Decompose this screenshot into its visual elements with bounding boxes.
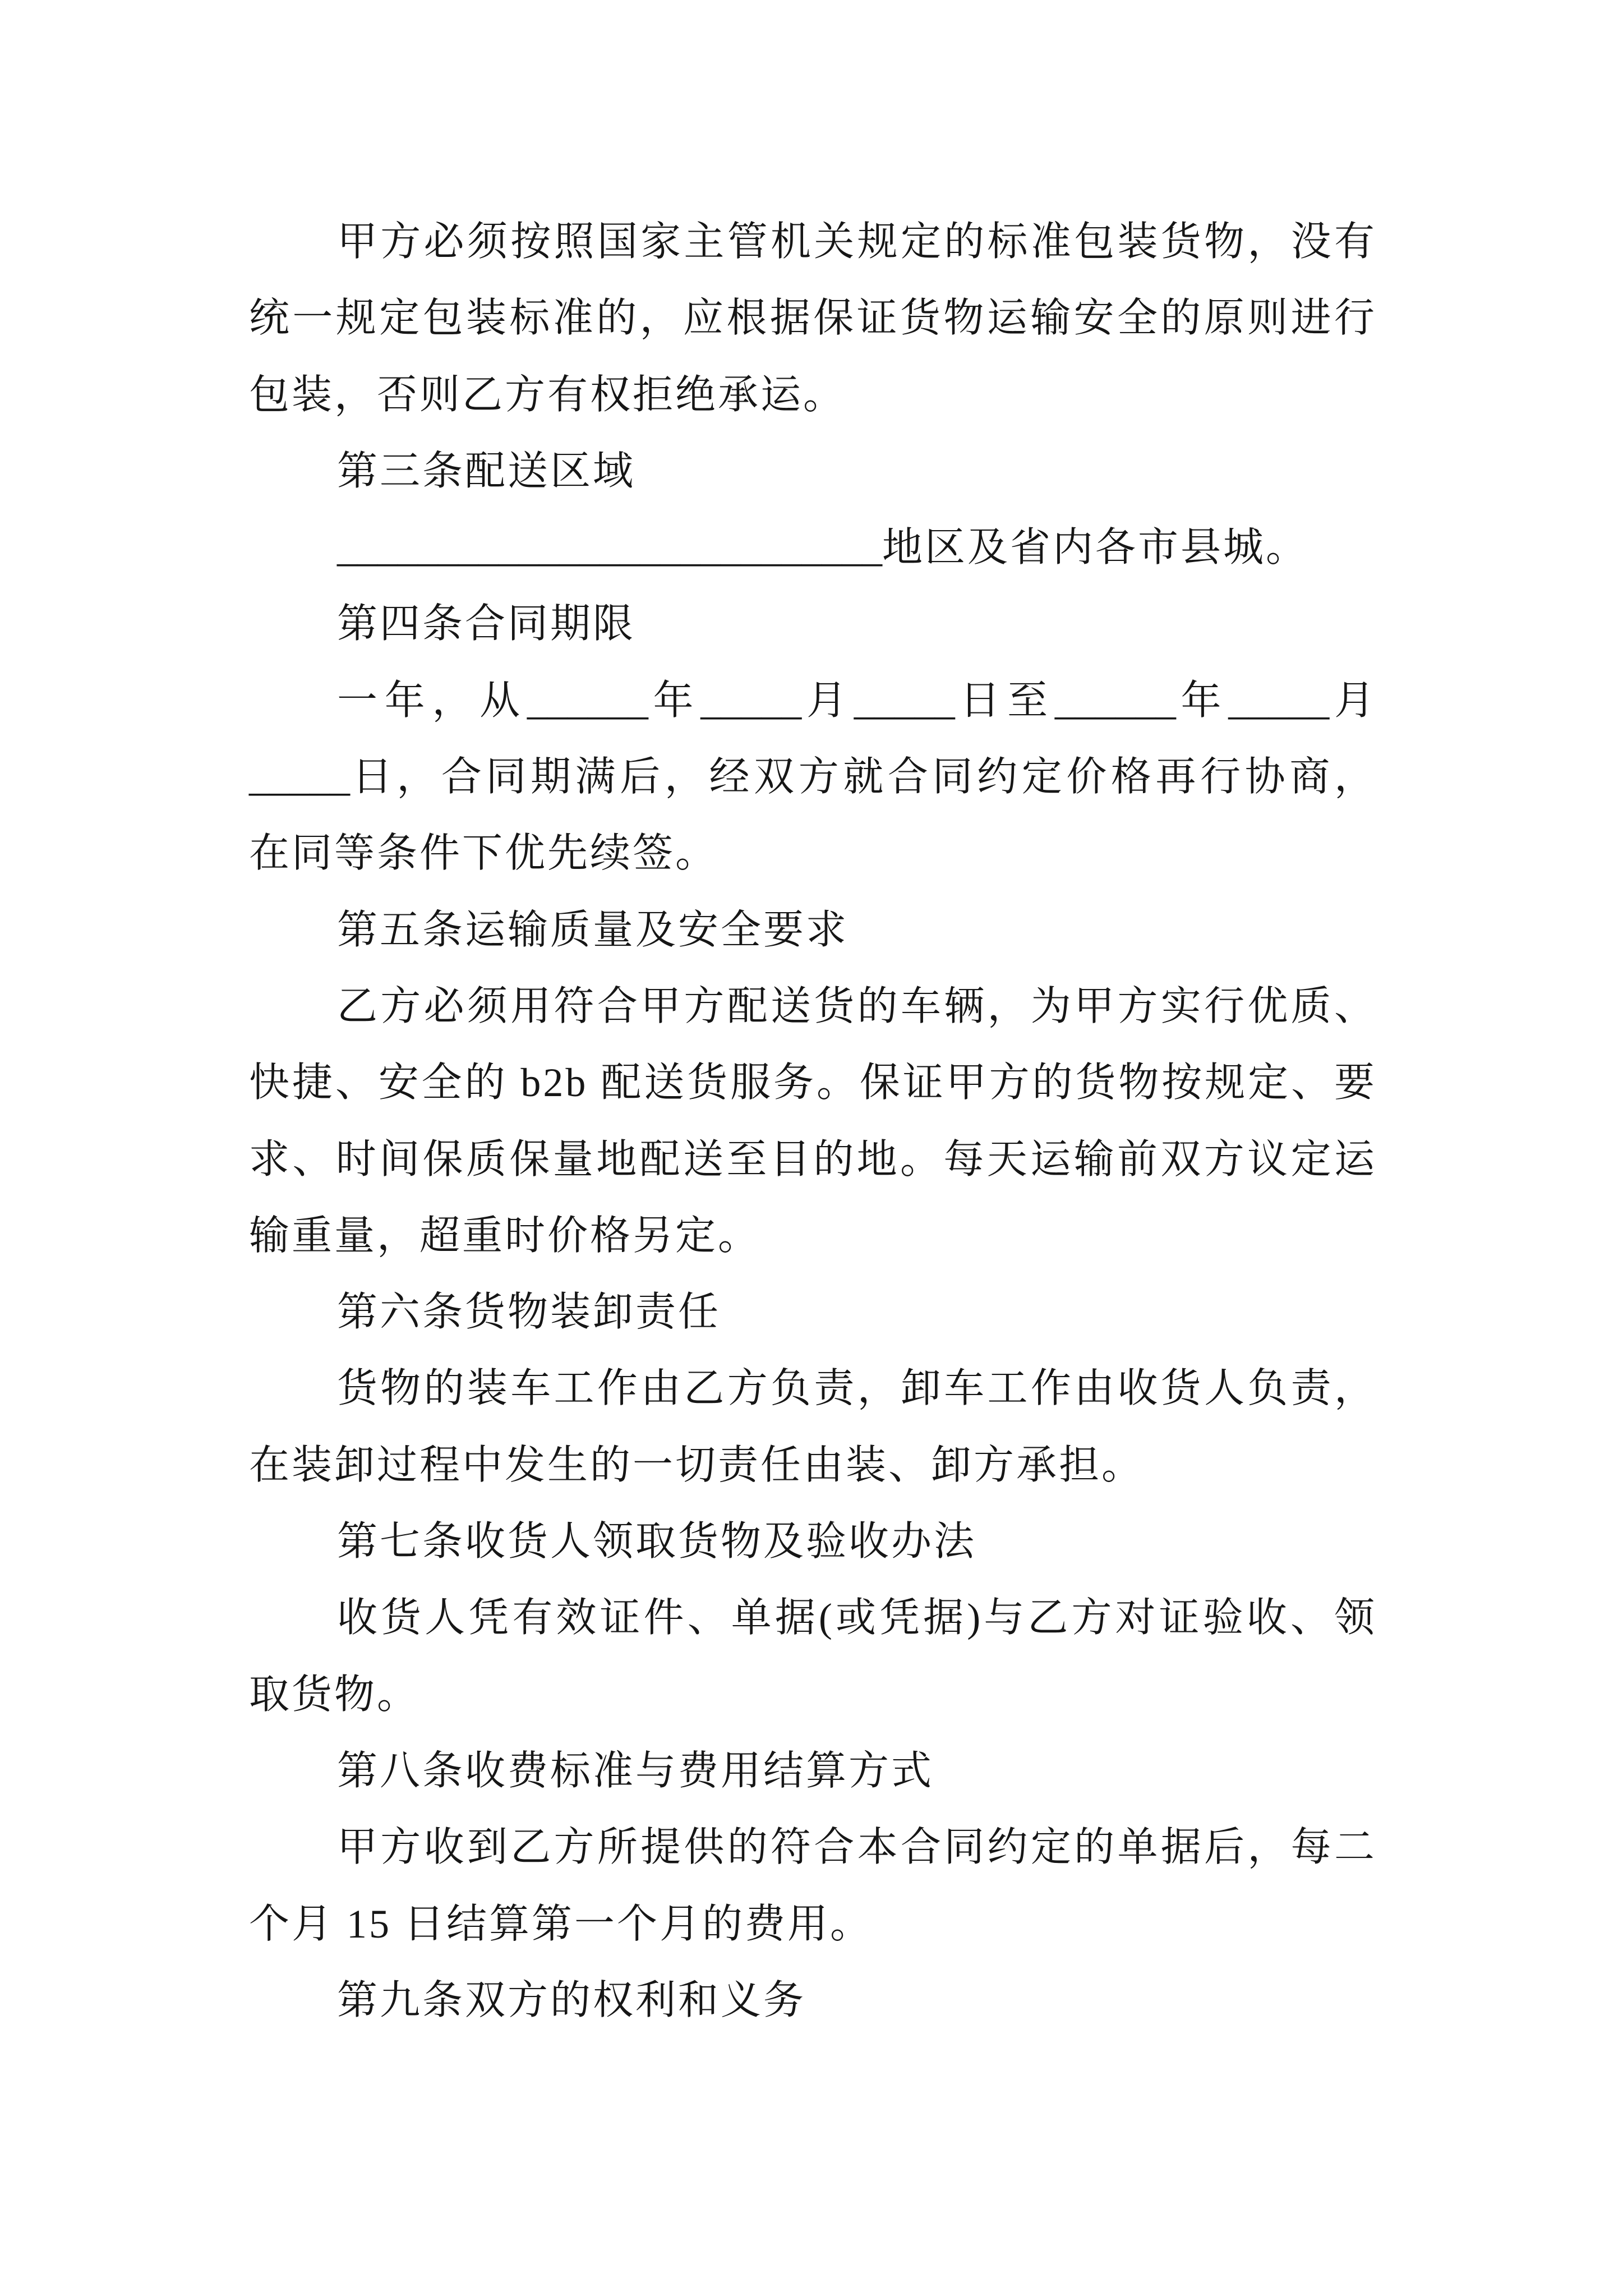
paragraph-line: 甲方必须按照国家主管机关规定的标准包装货物，没有 <box>337 219 1377 264</box>
section-heading: 第八条收费标准与费用结算方式 <box>337 1748 934 1793</box>
section-loading-responsibility <box>249 1274 1377 1503</box>
section-fee-settlement <box>249 1733 1377 1962</box>
contract-text <box>249 204 1377 2039</box>
paragraph-line: 取货物。 <box>249 1672 420 1717</box>
section-rights-obligations <box>249 1962 1377 2039</box>
paragraph-line: 在同等条件下优先续签。 <box>249 831 718 876</box>
paragraph-line: 输重量，超重时价格另定。 <box>249 1213 761 1258</box>
section-heading: 第五条运输质量及安全要求 <box>337 907 849 953</box>
section-heading: 第四条合同期限 <box>337 601 636 647</box>
blank-field: _____ <box>854 678 955 723</box>
paragraph-line: 一年，从______年_____月_____日至______年_____月 <box>337 678 1377 723</box>
section-heading: 第九条双方的权利和义务 <box>337 1977 806 2023</box>
blank-field: ______ <box>527 678 648 723</box>
paragraph-line: 收货人凭有效证件、单据(或凭据)与乙方对证验收、领 <box>337 1595 1377 1641</box>
paragraph-line: 统一规定包装标准的，应根据保证货物运输安全的原则进行 <box>249 296 1377 341</box>
intro-paragraph <box>249 204 1377 433</box>
section-heading: 第三条配送区域 <box>337 448 636 494</box>
blank-field: _____ <box>700 678 802 723</box>
section-heading: 第七条收货人领取货物及验收办法 <box>337 1519 977 1565</box>
blank-field: ______ <box>1054 678 1176 723</box>
paragraph-line: _____日，合同期满后，经双方就合同约定价格再行协商， <box>249 754 1377 800</box>
section-contract-term <box>249 586 1377 891</box>
paragraph-line: 货物的装车工作由乙方负责，卸车工作由收货人负责， <box>337 1366 1377 1411</box>
section-transport-quality <box>249 892 1377 1274</box>
blank-field: _____ <box>249 754 350 800</box>
blank-field: ___________________________ <box>337 525 882 570</box>
blank-field: _____ <box>1228 678 1330 723</box>
paragraph-line: 乙方必须用符合甲方配送货的车辆，为甲方实行优质、 <box>337 983 1377 1029</box>
section-goods-receipt <box>249 1503 1377 1733</box>
paragraph-line: ___________________________地区及省内各市县城。 <box>337 525 1309 570</box>
paragraph-line: 个月 15 日结算第一个月的费用。 <box>249 1901 873 1947</box>
paragraph-line: 快捷、安全的 b2b 配送货服务。保证甲方的货物按规定、要 <box>249 1060 1377 1106</box>
section-delivery-area <box>249 433 1377 586</box>
section-heading: 第六条货物装卸责任 <box>337 1290 721 1335</box>
paragraph-line: 在装卸过程中发生的一切责任由装、卸方承担。 <box>249 1442 1145 1488</box>
paragraph-line: 甲方收到乙方所提供的符合本合同约定的单据后，每二 <box>337 1825 1377 1870</box>
paragraph-line: 包装，否则乙方有权拒绝承运。 <box>249 372 846 417</box>
paragraph-line: 求、时间保质保量地配送至目的地。每天运输前双方议定运 <box>249 1137 1377 1182</box>
